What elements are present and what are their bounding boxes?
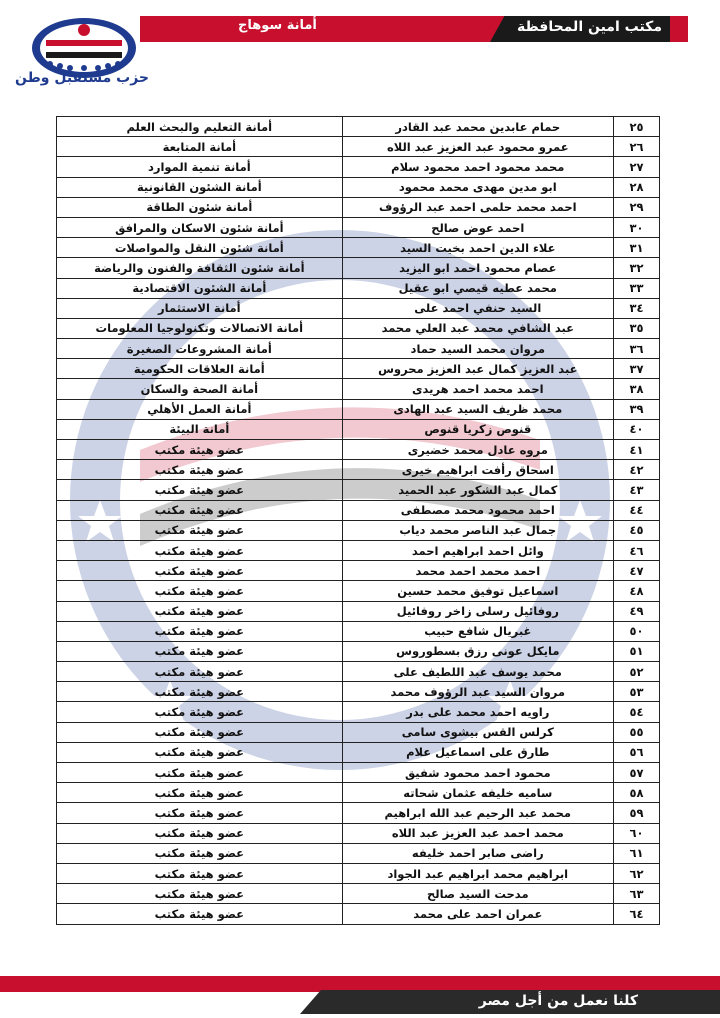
member-number: ٤٣ — [613, 480, 659, 500]
table-row — [57, 702, 660, 722]
member-name: روفائيل رسلى زاخر روفائيل — [342, 601, 613, 621]
member-name: علاء الدين احمد بخيت السيد — [342, 238, 613, 258]
table-row — [57, 339, 660, 359]
member-role: عضو هيئة مكتب — [57, 884, 343, 904]
table-row — [57, 117, 660, 137]
member-name: حمام عابدين محمد عبد القادر — [342, 117, 613, 137]
member-number: ٣٦ — [613, 339, 659, 359]
member-role: عضو هيئة مكتب — [57, 843, 343, 863]
member-role: أمانة العلاقات الحكومية — [57, 359, 343, 379]
member-number: ٢٧ — [613, 157, 659, 177]
member-name: عبد الشافي محمد عبد العلي محمد — [342, 318, 613, 338]
member-number: ٦٣ — [613, 884, 659, 904]
member-name: ابراهيم محمد ابراهيم عبد الجواد — [342, 863, 613, 883]
table-row — [57, 238, 660, 258]
footer-slogan: كلنا نعمل من أجل مصر — [478, 993, 638, 1009]
member-number: ٥٢ — [613, 662, 659, 682]
members-table-body — [57, 117, 660, 925]
table-row — [57, 480, 660, 500]
member-number: ٣١ — [613, 238, 659, 258]
member-role: عضو هيئة مكتب — [57, 460, 343, 480]
member-role: أمانة التعليم والبحث العلم — [57, 117, 343, 137]
table-row — [57, 904, 660, 924]
member-role: عضو هيئة مكتب — [57, 803, 343, 823]
member-number: ٤٧ — [613, 561, 659, 581]
member-name: احمد محمد احمد محمد — [342, 561, 613, 581]
member-number: ٢٥ — [613, 117, 659, 137]
member-number: ٣٢ — [613, 258, 659, 278]
member-name: احمد محمد احمد هريدى — [342, 379, 613, 399]
member-number: ٥٦ — [613, 742, 659, 762]
member-role: أمانة الاتصالات وتكنولوجيا المعلومات — [57, 318, 343, 338]
member-role: أمانة تنمية الموارد — [57, 157, 343, 177]
member-number: ٣٩ — [613, 399, 659, 419]
member-role: عضو هيئة مكتب — [57, 662, 343, 682]
member-number: ٣٧ — [613, 359, 659, 379]
table-row — [57, 722, 660, 742]
member-number: ٢٦ — [613, 137, 659, 157]
table-row — [57, 318, 660, 338]
member-name: ابو مدين مهدى محمد محمود — [342, 177, 613, 197]
member-role: عضو هيئة مكتب — [57, 823, 343, 843]
member-number: ٦٢ — [613, 863, 659, 883]
member-role: أمانة الاستثمار — [57, 298, 343, 318]
member-role: أمانة الشئون القانونية — [57, 177, 343, 197]
member-number: ٤٥ — [613, 520, 659, 540]
member-number: ٤٤ — [613, 500, 659, 520]
table-row — [57, 884, 660, 904]
member-number: ٥٨ — [613, 783, 659, 803]
table-row — [57, 399, 660, 419]
member-role: عضو هيئة مكتب — [57, 581, 343, 601]
member-role: أمانة الصحة والسكان — [57, 379, 343, 399]
member-role: عضو هيئة مكتب — [57, 904, 343, 924]
table-row — [57, 419, 660, 439]
table-row — [57, 359, 660, 379]
table-row — [57, 500, 660, 520]
member-number: ٥١ — [613, 641, 659, 661]
table-row — [57, 217, 660, 237]
table-row — [57, 379, 660, 399]
member-name: محمد يوسف عبد اللطيف على — [342, 662, 613, 682]
table-row — [57, 763, 660, 783]
member-name: راويه احمد محمد على بدر — [342, 702, 613, 722]
member-name: قنوص زكريا قنوص — [342, 419, 613, 439]
member-number: ٥٧ — [613, 763, 659, 783]
member-number: ٥٠ — [613, 621, 659, 641]
member-number: ٤٠ — [613, 419, 659, 439]
member-role: عضو هيئة مكتب — [57, 561, 343, 581]
member-role: عضو هيئة مكتب — [57, 702, 343, 722]
member-name: عمران احمد على محمد — [342, 904, 613, 924]
member-role: عضو هيئة مكتب — [57, 742, 343, 762]
member-role: أمانة شئون النقل والمواصلات — [57, 238, 343, 258]
table-row — [57, 823, 660, 843]
member-role: عضو هيئة مكتب — [57, 641, 343, 661]
office-title: مكتب امين المحافظة — [517, 19, 662, 35]
member-number: ٤١ — [613, 440, 659, 460]
member-number: ٦٤ — [613, 904, 659, 924]
member-name: وائل احمد ابراهيم احمد — [342, 540, 613, 560]
member-role: عضو هيئة مكتب — [57, 480, 343, 500]
member-name: احمد عوض صالح — [342, 217, 613, 237]
member-name: محمد ظريف السيد عبد الهادى — [342, 399, 613, 419]
member-role: عضو هيئة مكتب — [57, 601, 343, 621]
member-role: عضو هيئة مكتب — [57, 783, 343, 803]
member-number: ٢٨ — [613, 177, 659, 197]
member-name: مروه عادل محمد خضيرى — [342, 440, 613, 460]
member-name: راضى صابر احمد خليفه — [342, 843, 613, 863]
table-row — [57, 662, 660, 682]
party-name: حزب مستقبل وطن — [14, 70, 150, 86]
member-name: اسحاق رأفت ابراهيم خيرى — [342, 460, 613, 480]
member-role: أمانة البيئة — [57, 419, 343, 439]
member-role: عضو هيئة مكتب — [57, 722, 343, 742]
member-role: أمانة المتابعة — [57, 137, 343, 157]
member-name: مروان السيد عبد الرؤوف محمد — [342, 682, 613, 702]
member-number: ٥٩ — [613, 803, 659, 823]
table-row — [57, 197, 660, 217]
member-name: غبريال شافع حبيب — [342, 621, 613, 641]
table-row — [57, 561, 660, 581]
member-number: ٥٥ — [613, 722, 659, 742]
member-number: ٥٤ — [613, 702, 659, 722]
member-role: عضو هيئة مكتب — [57, 763, 343, 783]
table-row — [57, 440, 660, 460]
member-role: أمانة الشئون الاقتصادية — [57, 278, 343, 298]
member-number: ٤٩ — [613, 601, 659, 621]
member-name: مدحت السيد صالح — [342, 884, 613, 904]
member-number: ٣٠ — [613, 217, 659, 237]
member-name: كرلس القس بيشوى سامى — [342, 722, 613, 742]
member-number: ٣٤ — [613, 298, 659, 318]
member-name: جمال عبد الناصر محمد دياب — [342, 520, 613, 540]
member-number: ٣٥ — [613, 318, 659, 338]
table-row — [57, 783, 660, 803]
member-role: أمانة العمل الأهلي — [57, 399, 343, 419]
member-number: ٤٦ — [613, 540, 659, 560]
member-number: ٤٢ — [613, 460, 659, 480]
member-name: محمود احمد محمود شفيق — [342, 763, 613, 783]
member-name: محمد عطيه قيصي ابو عقيل — [342, 278, 613, 298]
member-name: ساميه خليفه عثمان شحاته — [342, 783, 613, 803]
member-number: ٥٣ — [613, 682, 659, 702]
member-number: ٣٣ — [613, 278, 659, 298]
table-row — [57, 540, 660, 560]
member-role: أمانة شئون الطاقة — [57, 197, 343, 217]
member-name: عصام محمود احمد ابو اليزيد — [342, 258, 613, 278]
table-row — [57, 298, 660, 318]
member-number: ٣٨ — [613, 379, 659, 399]
secretariat-title: أمانة سوهاج — [238, 18, 317, 33]
footer-red-bar — [0, 976, 720, 992]
member-role: عضو هيئة مكتب — [57, 440, 343, 460]
member-name: عبد العزيز كمال عبد العزيز محروس — [342, 359, 613, 379]
member-role: أمانة المشروعات الصغيرة — [57, 339, 343, 359]
member-role: عضو هيئة مكتب — [57, 682, 343, 702]
member-role: أمانة شئون الثقافة والفنون والرياضة — [57, 258, 343, 278]
table-row — [57, 863, 660, 883]
table-row — [57, 641, 660, 661]
table-row — [57, 278, 660, 298]
member-name: مايكل عونى رزق بسطوروس — [342, 641, 613, 661]
member-name: احمد محمود محمد مصطفى — [342, 500, 613, 520]
table-row — [57, 803, 660, 823]
table-row — [57, 581, 660, 601]
members-table — [56, 116, 660, 925]
table-row — [57, 177, 660, 197]
table-row — [57, 157, 660, 177]
member-role: عضو هيئة مكتب — [57, 540, 343, 560]
member-number: ٦١ — [613, 843, 659, 863]
member-name: احمد محمد حلمى احمد عبد الرؤوف — [342, 197, 613, 217]
member-role: أمانة شئون الاسكان والمرافق — [57, 217, 343, 237]
member-name: كمال عبد الشكور عبد الحميد — [342, 480, 613, 500]
member-name: اسماعيل توفيق محمد حسين — [342, 581, 613, 601]
member-role: عضو هيئة مكتب — [57, 621, 343, 641]
member-name: طارق على اسماعيل علام — [342, 742, 613, 762]
member-role: عضو هيئة مكتب — [57, 520, 343, 540]
member-name: محمد عبد الرحيم عبد الله ابراهيم — [342, 803, 613, 823]
table-row — [57, 621, 660, 641]
table-row — [57, 460, 660, 480]
table-row — [57, 742, 660, 762]
table-row — [57, 137, 660, 157]
member-name: السيد حنفي احمد على — [342, 298, 613, 318]
member-role: عضو هيئة مكتب — [57, 500, 343, 520]
table-row — [57, 601, 660, 621]
table-row — [57, 843, 660, 863]
member-name: محمد محمود احمد محمود سلام — [342, 157, 613, 177]
member-number: ٦٠ — [613, 823, 659, 843]
member-number: ٢٩ — [613, 197, 659, 217]
member-name: محمد احمد عبد العزيز عبد اللاه — [342, 823, 613, 843]
table-row — [57, 682, 660, 702]
table-row — [57, 258, 660, 278]
member-name: مروان محمد السيد حماد — [342, 339, 613, 359]
table-row — [57, 520, 660, 540]
member-role: عضو هيئة مكتب — [57, 863, 343, 883]
member-number: ٤٨ — [613, 581, 659, 601]
member-name: عمرو محمود عبد العزيز عبد اللاه — [342, 137, 613, 157]
